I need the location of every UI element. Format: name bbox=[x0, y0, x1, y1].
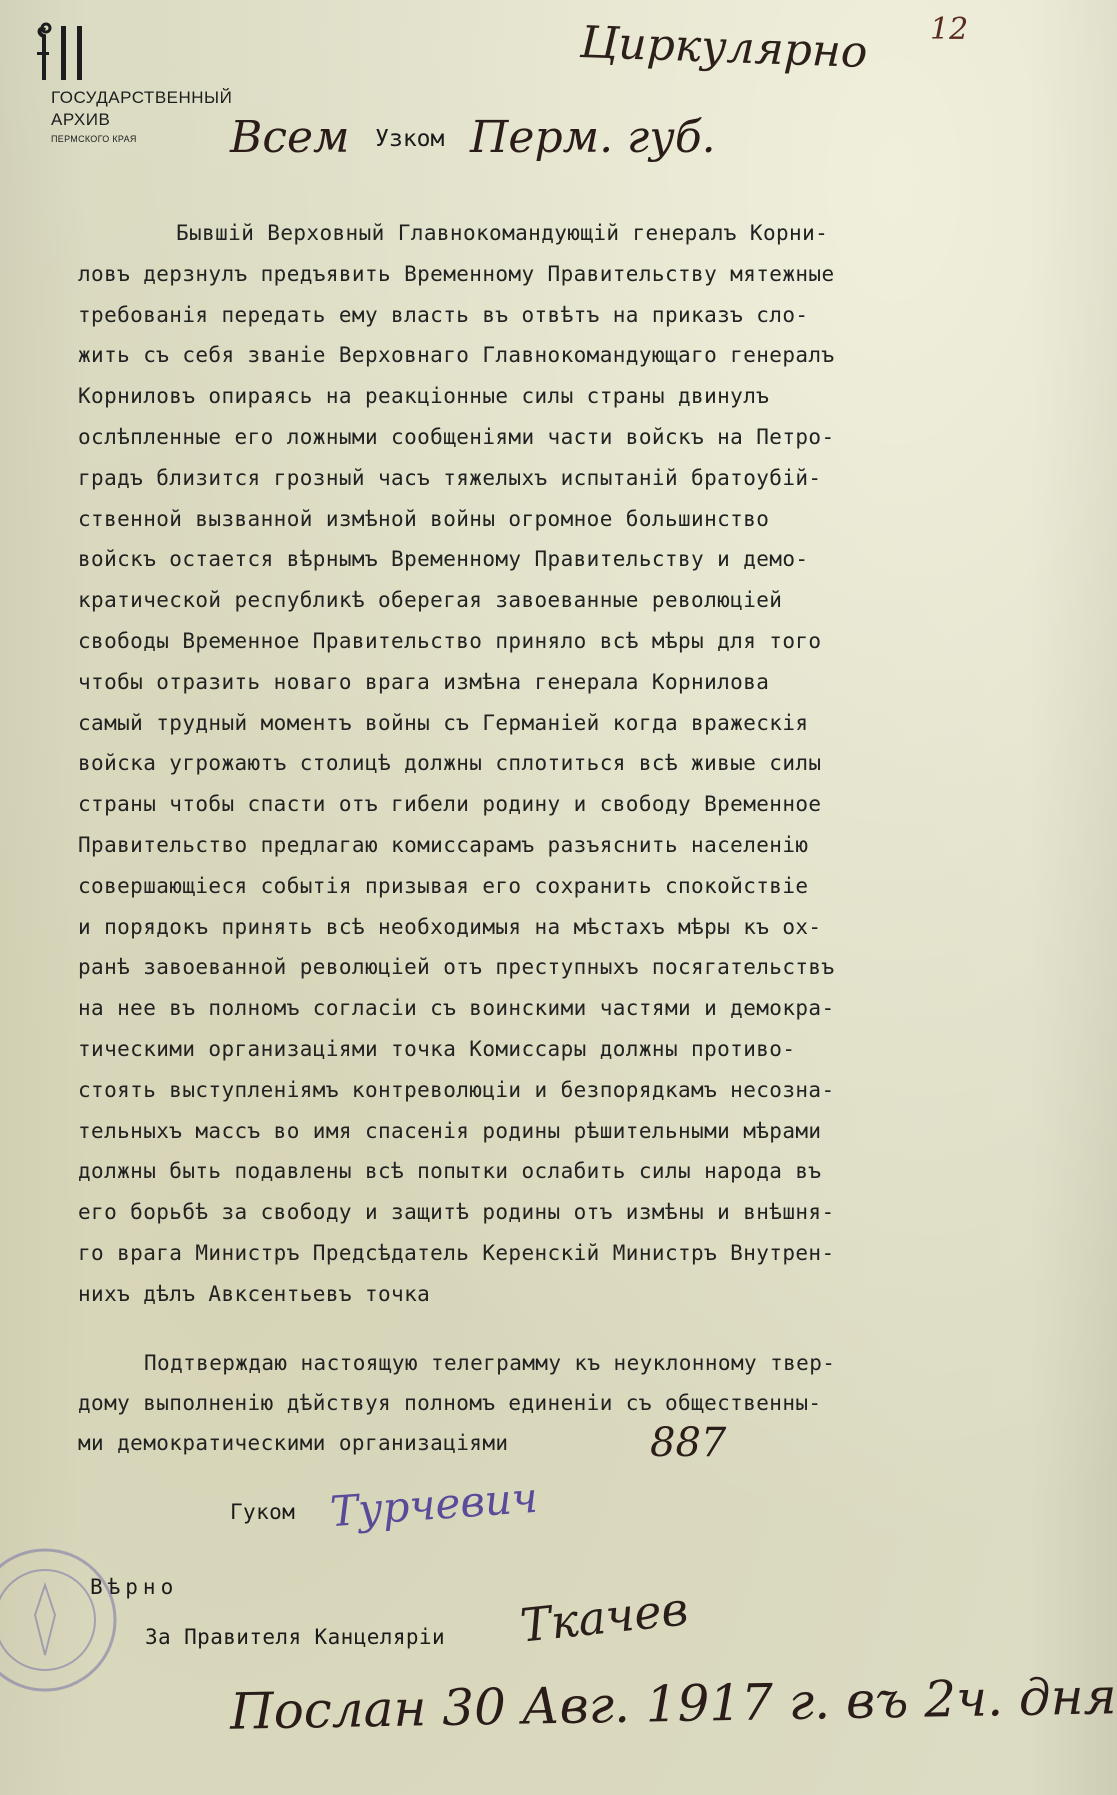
body-line: совершающiеся событiя призывая его сохранить спокойствiе bbox=[78, 873, 809, 898]
body-line: требованiя передать ему власть въ отвѣтъ на приказъ сло- bbox=[78, 302, 809, 327]
body-line: чтобы отразить новаго врага измѣна генерала Корнилова bbox=[78, 669, 770, 694]
gukom-signature: Турчевич bbox=[328, 1472, 540, 1537]
body-line: тическими организацiями точка Комиссары должны противо- bbox=[78, 1036, 796, 1061]
sent-note: Послан 30 Авг. 1917 г. въ 2ч. дня bbox=[229, 1667, 1117, 1741]
body-line: ственной вызванной измѣной войны огромное большинство bbox=[78, 506, 770, 531]
body-line: тельныхъ массъ во имя спасенiя родины рѣшительными мѣрами bbox=[78, 1118, 822, 1143]
body-line: нихъ дѣлъ Авксентьевъ точка bbox=[78, 1281, 431, 1306]
body-line: ослѣпленные его ложными сообщенiями части войскъ на Петро- bbox=[78, 424, 835, 449]
body-line: ловъ дерзнулъ предъявить Временному Правительству мятежные bbox=[78, 261, 835, 286]
page-number: 12 bbox=[930, 12, 969, 47]
archive-name-line2: АРХИВ bbox=[51, 110, 111, 129]
chancellery-label: За Правителя Канцелярiи bbox=[145, 1625, 445, 1649]
body-line: его борьбѣ за свободу и защитѣ родины отъ измѣны и внѣшня- bbox=[78, 1200, 835, 1225]
body-line: свободы Временное Правительство приняло всѣ мѣры для того bbox=[78, 628, 822, 653]
archive-logo-icon bbox=[35, 22, 95, 84]
gukom-label: Гуком bbox=[230, 1500, 296, 1524]
body-line: ранѣ завоеванной революцiей отъ преступныхъ посягательствъ bbox=[78, 955, 835, 980]
confirm-line: ми демократическими организацiями bbox=[78, 1431, 509, 1455]
archive-logo bbox=[35, 22, 255, 144]
document-number: 887 bbox=[650, 1420, 727, 1466]
seal-stamp-icon bbox=[0, 1545, 120, 1695]
verno-label: Вѣрно bbox=[90, 1575, 179, 1599]
body-line: должны быть подавлены всѣ попытки ослабить силы народа въ bbox=[78, 1159, 822, 1184]
telegram-body bbox=[78, 213, 983, 1315]
body-line: го врага Министръ Предсѣдатель Керенскiй Министръ Внутрен- bbox=[78, 1240, 835, 1265]
confirm-line: Подтверждаю настоящую телеграмму къ неуклонному твер- bbox=[144, 1351, 836, 1375]
archive-name-line1: ГОСУДАРСТВЕННЫЙ bbox=[51, 88, 233, 107]
addressee-line bbox=[230, 112, 716, 163]
body-line: войска угрожаютъ столицѣ должны сплотиться всѣ живые силы bbox=[78, 751, 822, 776]
chancellery-signature: Ткачев bbox=[517, 1581, 691, 1653]
confirmation-text bbox=[78, 1343, 983, 1463]
body-line: Корниловъ опираясь на реакцiонные силы страны двинулъ bbox=[78, 384, 770, 409]
body-line: жить съ себя званiе Верховнаго Главнокомандующаго генералъ bbox=[78, 343, 835, 368]
addressee-typed: Узком bbox=[375, 126, 445, 152]
archive-name-line3: ПЕРМСКОГО КРАЯ bbox=[51, 134, 137, 144]
addressee-handwritten-1: Всем bbox=[230, 112, 350, 163]
body-line: на нее въ полномъ согласiи съ воинскими частями и демокра- bbox=[78, 996, 835, 1021]
body-line: страны чтобы спасти отъ гибели родину и свободу Временное bbox=[78, 792, 822, 817]
circular-note: Циркулярно bbox=[579, 16, 869, 79]
addressee-handwritten-2: Перм. губ. bbox=[470, 112, 716, 163]
body-line: самый трудный моментъ войны съ Германiей когда вражескiя bbox=[78, 710, 809, 735]
body-line: и порядокъ принять всѣ необходимыя на мѣстахъ мѣры къ ох- bbox=[78, 914, 822, 939]
confirm-line: дому выполненiю дѣйствуя полномъ единенiи съ общественны- bbox=[78, 1391, 822, 1415]
body-line: стоять выступленiямъ контреволюцiи и безпорядкамъ несозна- bbox=[78, 1077, 835, 1102]
body-line: кратической республикѣ оберегая завоеванные революцiей bbox=[78, 588, 783, 613]
body-line: Правительство предлагаю комиссарамъ разъяснить населенiю bbox=[78, 832, 809, 857]
body-line: войскъ остается вѣрнымъ Временному Правительству и демо- bbox=[78, 547, 809, 572]
body-line: Бывшiй Верховный Главнокомандующiй генералъ Корни- bbox=[176, 221, 829, 245]
body-line: градъ близится грозный часъ тяжелыхъ испытанiй братоубiй- bbox=[78, 465, 822, 490]
